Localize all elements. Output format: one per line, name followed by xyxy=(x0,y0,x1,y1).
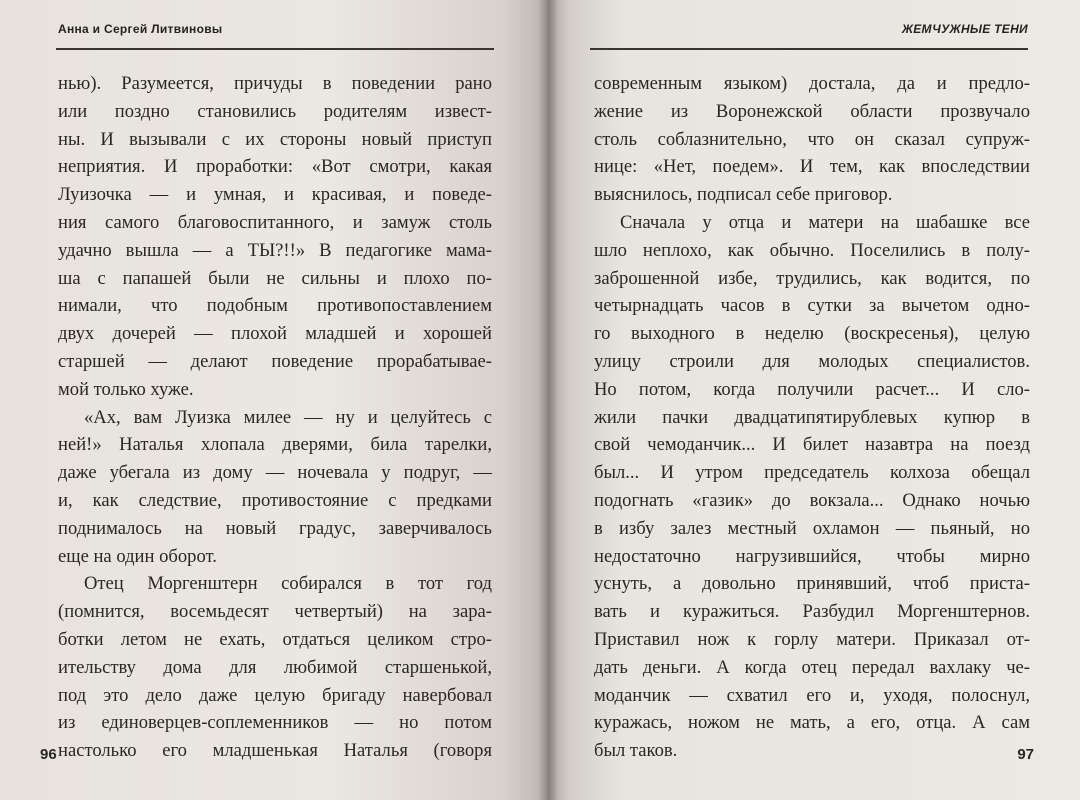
text-line: был таков. xyxy=(594,740,678,762)
page-number: 97 xyxy=(1017,746,1034,763)
text-line: в избу залез местный охламон — пьяный, но xyxy=(594,517,1030,539)
text-line: «Ах, вам Луизка милее — ну и целуйтесь с xyxy=(84,406,492,428)
text-line: современным языком) достала, да и предло- xyxy=(594,73,1030,94)
text-line: четырнадцать часов в сутки за вычетом одно- xyxy=(594,295,1030,317)
text-line: или поздно становились родителям извест- xyxy=(58,100,492,122)
text-line: удачно вышла — а ТЫ?!!» В педагогике мама- xyxy=(58,239,492,261)
text-line: (помнится, восемьдесят четвертый) на зара- xyxy=(58,601,492,623)
text-line: столь соблазнительно, что он сказал супруж- xyxy=(594,128,1030,150)
text-line: Отец Моргенштерн собирался в тот год xyxy=(84,573,492,595)
text-line: под это дело даже целую бригаду навербовал xyxy=(58,684,492,706)
text-line: жение из Воронежской области прозвучало xyxy=(594,100,1030,122)
text-line: улицу строили для молодых специалистов. xyxy=(594,350,1030,372)
text-line: го выходного в неделю (воскресенья), целую xyxy=(594,323,1030,345)
text-line: из единоверцев-соплеменников — но потом xyxy=(58,712,492,734)
text-line: выяснилось, подписал себе приговор. xyxy=(594,184,893,206)
text-line: ния самого благовоспитанного, и замуж столь xyxy=(58,211,492,233)
text-line: Приставил нож к горлу матери. Приказал от- xyxy=(594,628,1030,650)
text-line: вать и куражиться. Разбудил Моргенштернов. xyxy=(594,601,1030,623)
text-line: дать деньги. А когда отец передал вахлаку че- xyxy=(594,656,1030,678)
text-line: шло неплохо, как обычно. Поселились в полу- xyxy=(594,239,1030,261)
book-gutter xyxy=(538,0,558,800)
text-line: двух дочерей — плохой младшей и хорошей xyxy=(58,323,492,345)
page-number: 96 xyxy=(40,746,57,763)
right-page xyxy=(548,0,1080,800)
text-line: мой только хуже. xyxy=(58,378,194,400)
text-line: ительству дома для любимой старшенькой, xyxy=(58,656,492,678)
text-line: нимали, что подобным противопоставлением xyxy=(58,295,492,317)
body-text xyxy=(594,70,1030,765)
text-line: моданчик — схватил его и, уходя, полоснул, xyxy=(594,684,1030,706)
text-line: нице: «Нет, поедем». И тем, как впоследствии xyxy=(594,156,1030,178)
text-line: Луизочка — и умная, и красивая, и поведе- xyxy=(58,184,492,206)
text-line: куражась, ножом не мать, а его, отца. А сам xyxy=(594,712,1030,734)
text-line: нью). Разумеется, причуды в поведении рано xyxy=(58,73,492,94)
text-line: заброшенной избе, трудились, как водится, по xyxy=(594,267,1030,289)
text-line: поднималось на новый градус, заверчивалось xyxy=(58,517,492,539)
text-line: жили пачки двадцатипятирублевых купюр в xyxy=(594,406,1030,428)
text-line: и, как следствие, противостояние с предками xyxy=(58,489,492,511)
header-rule xyxy=(56,48,494,50)
text-line: ша с папашей были не сильны и плохо по- xyxy=(58,267,492,289)
text-line: неприятия. И проработки: «Вот смотри, какая xyxy=(58,156,492,178)
text-line: старшей — делают поведение прорабатывае- xyxy=(58,350,492,372)
text-line: ботки летом не ехать, отдаться целиком стро- xyxy=(58,628,492,650)
text-line: Но потом, когда получили расчет... И сло- xyxy=(594,378,1030,400)
header-rule xyxy=(590,48,1028,50)
text-line: свой чемоданчик... И билет назавтра на поезд xyxy=(594,434,1030,456)
text-line: еще на один оборот. xyxy=(58,545,217,567)
text-line: настолько его младшенькая Наталья (говоря xyxy=(58,740,492,762)
running-head-authors: Анна и Сергей Литвиновы xyxy=(58,22,223,36)
text-line: подогнать «газик» до вокзала... Однако ночью xyxy=(594,489,1030,511)
running-head-title: ЖЕМЧУЖНЫЕ ТЕНИ xyxy=(901,22,1028,36)
text-line: ней!» Наталья хлопала дверями, била тарелки, xyxy=(58,434,492,456)
text-line: даже убегала из дому — ночевала у подруг, — xyxy=(58,462,492,484)
body-text xyxy=(58,70,492,765)
text-line: ны. И вызывали с их стороны новый приступ xyxy=(58,128,492,150)
text-line: был... И утром председатель колхоза обещал xyxy=(594,462,1030,484)
text-line: Сначала у отца и матери на шабашке все xyxy=(620,211,1030,233)
text-line: недостаточно нагрузившийся, чтобы мирно xyxy=(594,545,1030,567)
text-line: уснуть, а довольно принявший, чтоб приста- xyxy=(594,573,1030,595)
